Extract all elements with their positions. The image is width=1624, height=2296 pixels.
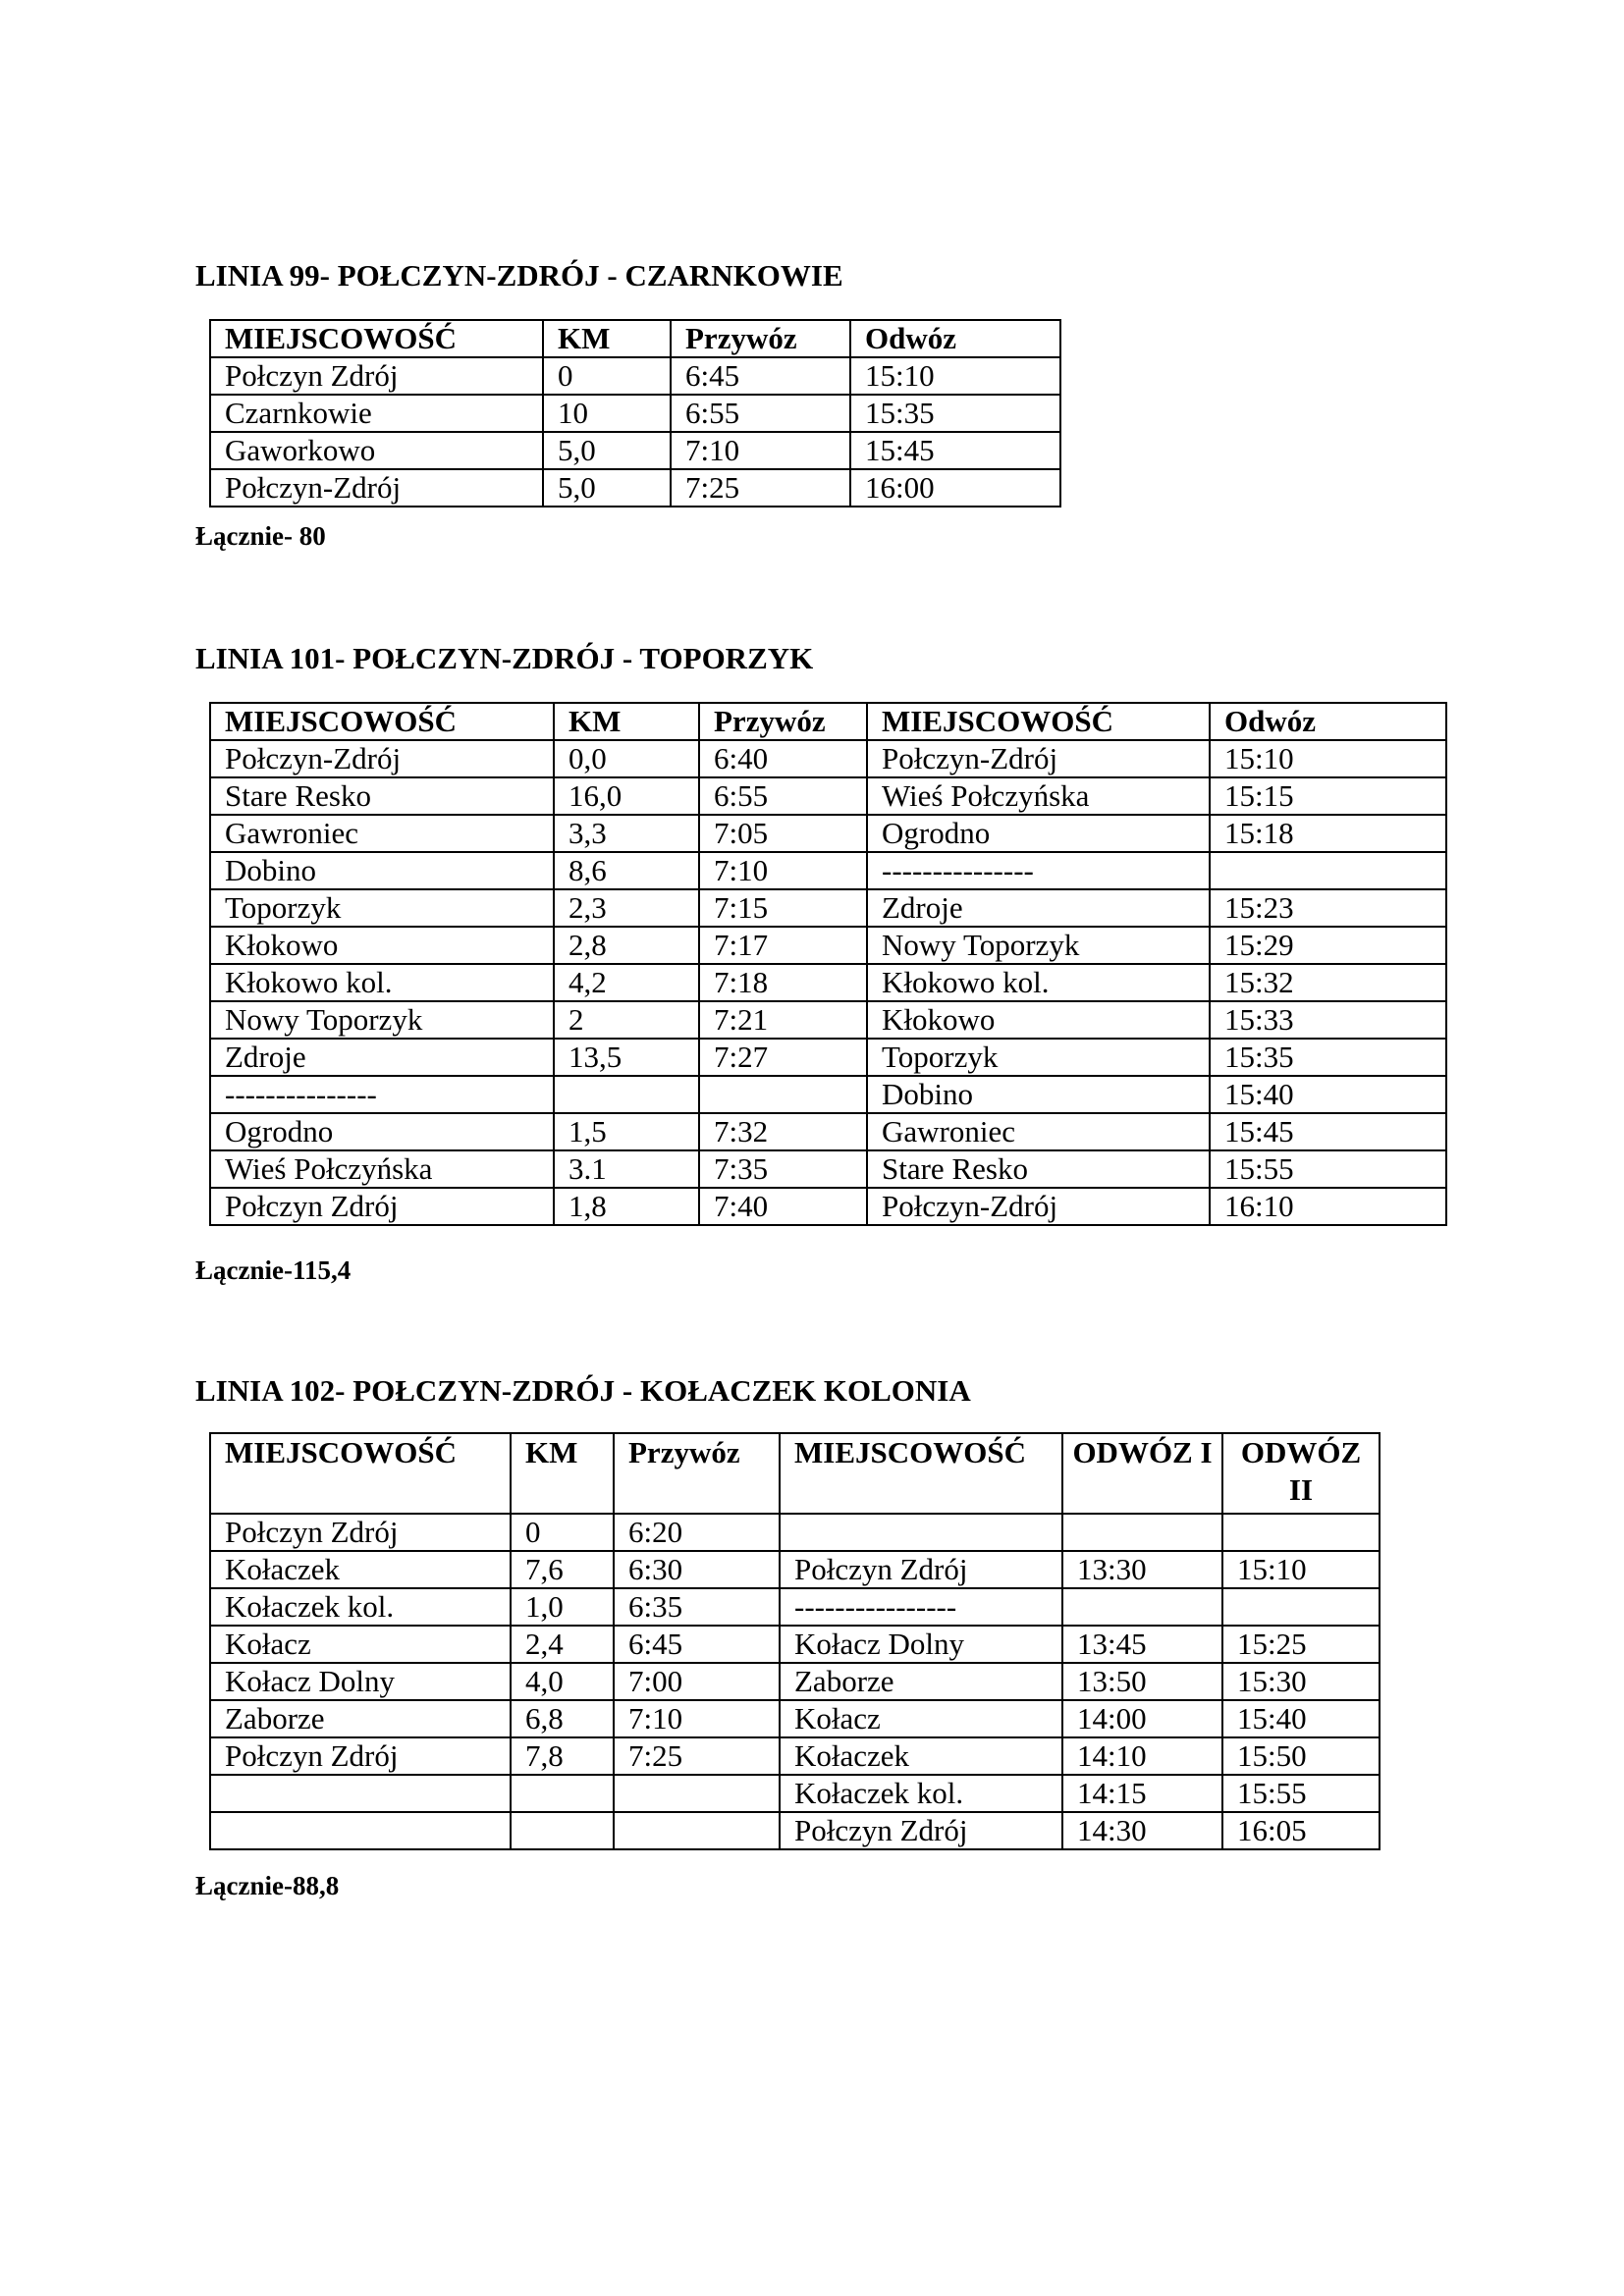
column-header: KM: [511, 1433, 614, 1514]
table-row: [210, 357, 1060, 395]
table-cell: 15:25: [1222, 1626, 1380, 1663]
table-cell: 0: [511, 1514, 614, 1551]
table-row: [210, 1150, 1446, 1188]
table-cell: Czarnkowie: [210, 395, 543, 432]
table-cell: ----------------: [780, 1588, 1062, 1626]
table-cell: 2,8: [554, 927, 699, 964]
table-row: [210, 1039, 1446, 1076]
table-row: [210, 1588, 1380, 1626]
table-row: [210, 1775, 1380, 1812]
line-99-table: [209, 319, 1061, 507]
table-row: [210, 1663, 1380, 1700]
table-header-row: [210, 703, 1446, 740]
table-cell: Dobino: [210, 852, 554, 889]
table-cell: 14:00: [1062, 1700, 1222, 1737]
table-cell: 6:30: [614, 1551, 780, 1588]
table-row: [210, 1737, 1380, 1775]
table-cell: Gawroniec: [210, 815, 554, 852]
table-cell: 6,8: [511, 1700, 614, 1737]
table-cell: [511, 1775, 614, 1812]
table-cell: 6:55: [699, 777, 867, 815]
table-cell: ---------------: [867, 852, 1210, 889]
column-header: MIEJSCOWOŚĆ: [210, 320, 543, 357]
column-header: MIEJSCOWOŚĆ: [210, 1433, 511, 1514]
table-row: [210, 889, 1446, 927]
table-cell: 15:55: [1210, 1150, 1446, 1188]
table-cell: 0: [543, 357, 671, 395]
table-row: [210, 1812, 1380, 1849]
table-cell: Toporzyk: [867, 1039, 1210, 1076]
table-header-row: [210, 1433, 1380, 1514]
line-101-table: [209, 702, 1447, 1226]
table-cell: Stare Resko: [867, 1150, 1210, 1188]
table-cell: Kołaczek: [780, 1737, 1062, 1775]
table-cell: Połczyn Zdrój: [210, 1514, 511, 1551]
table-cell: [1062, 1514, 1222, 1551]
table-cell: [699, 1076, 867, 1113]
table-cell: Kłokowo kol.: [867, 964, 1210, 1001]
table-cell: Połczyn Zdrój: [780, 1551, 1062, 1588]
table-cell: 16:10: [1210, 1188, 1446, 1225]
table-row: [210, 1188, 1446, 1225]
table-cell: [210, 1775, 511, 1812]
table-cell: [614, 1775, 780, 1812]
table-cell: 7:25: [671, 469, 850, 507]
table-cell: [554, 1076, 699, 1113]
table-cell: 3.1: [554, 1150, 699, 1188]
table-cell: Wieś Połczyńska: [867, 777, 1210, 815]
table-cell: 1,0: [511, 1588, 614, 1626]
table-cell: 4,2: [554, 964, 699, 1001]
table-row: [210, 1113, 1446, 1150]
table-cell: 7:05: [699, 815, 867, 852]
table-cell: 5,0: [543, 432, 671, 469]
table-cell: 14:10: [1062, 1737, 1222, 1775]
table-row: [210, 1001, 1446, 1039]
table-cell: Dobino: [867, 1076, 1210, 1113]
table-cell: Połczyn Zdrój: [210, 1188, 554, 1225]
column-header: ODWÓZ II: [1222, 1433, 1380, 1514]
line-99-total: Łącznie- 80: [195, 521, 326, 551]
table-cell: 5,0: [543, 469, 671, 507]
table-cell: 3,3: [554, 815, 699, 852]
table-cell: 13:30: [1062, 1551, 1222, 1588]
table-cell: 16:00: [850, 469, 1060, 507]
table-cell: Gaworkowo: [210, 432, 543, 469]
table-cell: 16:05: [1222, 1812, 1380, 1849]
line-102-total: Łącznie-88,8: [195, 1871, 340, 1900]
table-cell: Kłokowo: [867, 1001, 1210, 1039]
table-cell: Połczyn-Zdrój: [210, 469, 543, 507]
table-row: [210, 1076, 1446, 1113]
column-header: MIEJSCOWOŚĆ: [867, 703, 1210, 740]
table-cell: 15:50: [1222, 1737, 1380, 1775]
table-cell: 4,0: [511, 1663, 614, 1700]
column-header: Odwóz: [1210, 703, 1446, 740]
table-cell: Połczyn Zdrój: [210, 357, 543, 395]
table-cell: [614, 1812, 780, 1849]
table-cell: 6:20: [614, 1514, 780, 1551]
table-cell: 7:21: [699, 1001, 867, 1039]
table-cell: Kołaczek kol.: [780, 1775, 1062, 1812]
table-row: [210, 395, 1060, 432]
column-header: Przywóz: [699, 703, 867, 740]
table-cell: 6:55: [671, 395, 850, 432]
table-cell: 15:30: [1222, 1663, 1380, 1700]
table-cell: 15:32: [1210, 964, 1446, 1001]
table-cell: Kołacz: [210, 1626, 511, 1663]
table-cell: 10: [543, 395, 671, 432]
column-header: KM: [554, 703, 699, 740]
table-cell: Połczyn-Zdrój: [867, 740, 1210, 777]
table-cell: 13:45: [1062, 1626, 1222, 1663]
column-header: Przywóz: [671, 320, 850, 357]
table-cell: 15:45: [1210, 1113, 1446, 1150]
table-cell: 7:25: [614, 1737, 780, 1775]
table-cell: Kołacz: [780, 1700, 1062, 1737]
table-cell: 7:17: [699, 927, 867, 964]
table-cell: Kołaczek: [210, 1551, 511, 1588]
table-cell: Kołacz Dolny: [780, 1626, 1062, 1663]
table-cell: 15:35: [850, 395, 1060, 432]
table-cell: 1,5: [554, 1113, 699, 1150]
table-cell: Toporzyk: [210, 889, 554, 927]
table-cell: Zdroje: [210, 1039, 554, 1076]
table-row: [210, 777, 1446, 815]
table-cell: [780, 1514, 1062, 1551]
table-cell: 6:45: [614, 1626, 780, 1663]
table-cell: 6:45: [671, 357, 850, 395]
table-cell: 6:40: [699, 740, 867, 777]
column-header: MIEJSCOWOŚĆ: [210, 703, 554, 740]
table-cell: 15:33: [1210, 1001, 1446, 1039]
table-cell: 13,5: [554, 1039, 699, 1076]
table-row: [210, 964, 1446, 1001]
table-cell: 2,4: [511, 1626, 614, 1663]
table-cell: Połczyn Zdrój: [210, 1737, 511, 1775]
table-cell: [1062, 1588, 1222, 1626]
table-cell: 7:32: [699, 1113, 867, 1150]
table-cell: 14:30: [1062, 1812, 1222, 1849]
table-cell: 7:10: [614, 1700, 780, 1737]
line-102-table: [209, 1432, 1380, 1850]
table-row: [210, 432, 1060, 469]
column-header: Przywóz: [614, 1433, 780, 1514]
table-cell: 7:27: [699, 1039, 867, 1076]
table-cell: 15:29: [1210, 927, 1446, 964]
table-cell: 7:10: [699, 852, 867, 889]
table-cell: Kłokowo: [210, 927, 554, 964]
table-row: [210, 1700, 1380, 1737]
line-101-title: LINIA 101- POŁCZYN-ZDRÓJ - TOPORZYK: [195, 641, 814, 675]
table-cell: 1,8: [554, 1188, 699, 1225]
table-cell: 7:35: [699, 1150, 867, 1188]
table-cell: 2,3: [554, 889, 699, 927]
table-cell: [1222, 1514, 1380, 1551]
table-cell: Połczyn-Zdrój: [210, 740, 554, 777]
table-cell: Połczyn Zdrój: [780, 1812, 1062, 1849]
table-row: [210, 1514, 1380, 1551]
table-cell: 15:55: [1222, 1775, 1380, 1812]
table-cell: 15:40: [1222, 1700, 1380, 1737]
table-cell: Zdroje: [867, 889, 1210, 927]
table-cell: 15:23: [1210, 889, 1446, 927]
table-cell: 15:18: [1210, 815, 1446, 852]
table-cell: Ogrodno: [867, 815, 1210, 852]
table-cell: 15:10: [850, 357, 1060, 395]
table-cell: Kołacz Dolny: [210, 1663, 511, 1700]
table-cell: Nowy Toporzyk: [867, 927, 1210, 964]
table-cell: 2: [554, 1001, 699, 1039]
line-102-title: LINIA 102- POŁCZYN-ZDRÓJ - KOŁACZEK KOLONIA: [195, 1373, 971, 1408]
table-cell: 15:40: [1210, 1076, 1446, 1113]
table-cell: [210, 1812, 511, 1849]
table-row: [210, 1626, 1380, 1663]
table-cell: 16,0: [554, 777, 699, 815]
table-cell: 7:10: [671, 432, 850, 469]
table-cell: 15:15: [1210, 777, 1446, 815]
table-cell: [511, 1812, 614, 1849]
table-cell: Połczyn-Zdrój: [867, 1188, 1210, 1225]
table-cell: 15:35: [1210, 1039, 1446, 1076]
table-cell: 15:10: [1210, 740, 1446, 777]
table-cell: Nowy Toporzyk: [210, 1001, 554, 1039]
table-row: [210, 852, 1446, 889]
table-row: [210, 1551, 1380, 1588]
table-cell: 13:50: [1062, 1663, 1222, 1700]
column-header: ODWÓZ I: [1062, 1433, 1222, 1514]
table-cell: 7:18: [699, 964, 867, 1001]
table-cell: 7,8: [511, 1737, 614, 1775]
table-row: [210, 815, 1446, 852]
table-cell: Gawroniec: [867, 1113, 1210, 1150]
table-cell: Zaborze: [780, 1663, 1062, 1700]
table-cell: 15:10: [1222, 1551, 1380, 1588]
line-101-total: Łącznie-115,4: [195, 1255, 352, 1285]
table-cell: 7:00: [614, 1663, 780, 1700]
table-cell: 15:45: [850, 432, 1060, 469]
table-cell: [1210, 852, 1446, 889]
table-cell: Ogrodno: [210, 1113, 554, 1150]
table-cell: Kłokowo kol.: [210, 964, 554, 1001]
table-row: [210, 927, 1446, 964]
table-cell: 7,6: [511, 1551, 614, 1588]
table-row: [210, 740, 1446, 777]
table-cell: [1222, 1588, 1380, 1626]
table-cell: 7:15: [699, 889, 867, 927]
column-header: Odwóz: [850, 320, 1060, 357]
table-cell: 0,0: [554, 740, 699, 777]
table-cell: 6:35: [614, 1588, 780, 1626]
table-cell: Stare Resko: [210, 777, 554, 815]
table-cell: 7:40: [699, 1188, 867, 1225]
table-cell: ---------------: [210, 1076, 554, 1113]
table-cell: 14:15: [1062, 1775, 1222, 1812]
table-cell: Kołaczek kol.: [210, 1588, 511, 1626]
table-cell: Wieś Połczyńska: [210, 1150, 554, 1188]
column-header: MIEJSCOWOŚĆ: [780, 1433, 1062, 1514]
table-cell: Zaborze: [210, 1700, 511, 1737]
table-cell: 8,6: [554, 852, 699, 889]
table-row: [210, 469, 1060, 507]
line-99-title: LINIA 99- POŁCZYN-ZDRÓJ - CZARNKOWIE: [195, 258, 843, 293]
table-header-row: [210, 320, 1060, 357]
column-header: KM: [543, 320, 671, 357]
